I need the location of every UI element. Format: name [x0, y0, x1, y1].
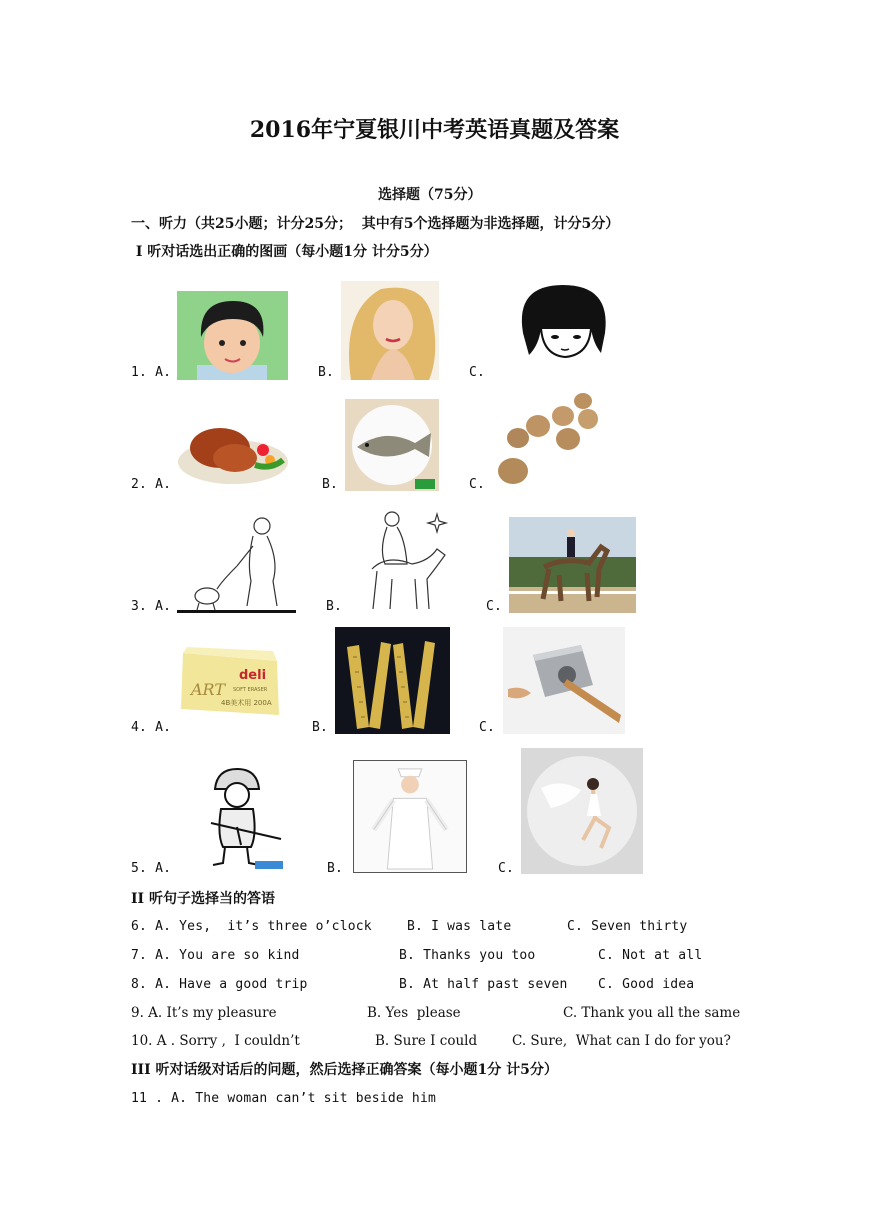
q6-option-b: B. I was late	[407, 919, 512, 934]
eraser-code: 4B美术用 200A	[221, 699, 272, 707]
sub2-heading: II 听句子选择当的答语	[131, 891, 275, 907]
q4-b-label: B.	[312, 720, 329, 735]
soldier-drawing	[197, 765, 287, 871]
q9-option-a: 9. A. It’s my pleasure	[131, 1005, 277, 1021]
q5-label: 5. A.	[131, 861, 172, 876]
document-title: 2016年宁夏银川中考英语真题及答案	[249, 117, 620, 143]
q5-b-label: B.	[327, 861, 344, 876]
q7-option-b: B. Thanks you too	[399, 948, 536, 963]
q5-c-label: C.	[498, 861, 515, 876]
q10-option-a: 10. A . Sorry , I couldn’t	[131, 1033, 300, 1049]
folding-ruler-photo	[335, 627, 450, 734]
q1-c-label: C.	[469, 365, 486, 380]
sub1-heading: I 听对话选出正确的图画（每小题1分 计分5分）	[131, 244, 438, 260]
boy-photo	[177, 291, 288, 380]
q6-option-c: C. Seven thirty	[567, 919, 688, 934]
walnuts-photo	[493, 391, 610, 489]
q4-label: 4. A.	[131, 720, 172, 735]
q9-option-c: C. Thank you all the same	[563, 1005, 741, 1021]
q10-option-c: C. Sure, What can I do for you?	[512, 1033, 731, 1049]
q1-label: 1. A.	[131, 365, 172, 380]
eraser-small: SOFT ERASER	[233, 687, 268, 693]
q8-option-c: C. Good idea	[598, 977, 695, 992]
section-heading: 选择题（75分）	[378, 187, 482, 203]
eraser-script: ART	[191, 680, 225, 699]
man-walking-dog-drawing	[177, 511, 296, 613]
q10-option-b: B. Sure I could	[375, 1033, 478, 1049]
eraser-brand: deli	[239, 668, 267, 683]
part1-heading: 一、听力（共25小题；计分25分； 其中有5个选择题为非选择题，计分5分）	[131, 216, 620, 232]
q3-label: 3. A.	[131, 599, 172, 614]
q3-b-label: B.	[326, 599, 343, 614]
q11-option-a: 11 . A. The woman can’t sit beside him	[131, 1091, 437, 1106]
pencil-sharpener-photo	[503, 627, 625, 734]
q2-c-label: C.	[469, 477, 486, 492]
q8-option-b: B. At half past seven	[399, 977, 568, 992]
q2-label: 2. A.	[131, 477, 172, 492]
q2-b-label: B.	[322, 477, 339, 492]
fish-plate-photo	[345, 399, 439, 491]
q1-b-label: B.	[318, 365, 335, 380]
q4-c-label: C.	[479, 720, 496, 735]
q7-option-a: 7. A. You are so kind	[131, 948, 300, 963]
q6-option-a: 6. A. Yes, it’s three o’clock	[131, 919, 372, 934]
horse-rider-photo	[509, 517, 636, 613]
camel-rider-drawing	[357, 509, 459, 614]
girl-face-drawing	[505, 283, 627, 380]
blonde-woman-photo	[341, 281, 439, 380]
sub3-heading: III 听对话级对话后的问题，然后选择正确答案（每小题1分 计5分）	[131, 1062, 558, 1078]
dancer-photo	[521, 748, 643, 874]
q7-option-c: C. Not at all	[598, 948, 703, 963]
eraser-photo	[177, 643, 283, 719]
nurse-photo	[353, 760, 467, 873]
q8-option-a: 8. A. Have a good trip	[131, 977, 308, 992]
q9-option-b: B. Yes please	[367, 1005, 461, 1021]
q3-c-label: C.	[486, 599, 503, 614]
roast-chicken-photo	[175, 400, 291, 489]
